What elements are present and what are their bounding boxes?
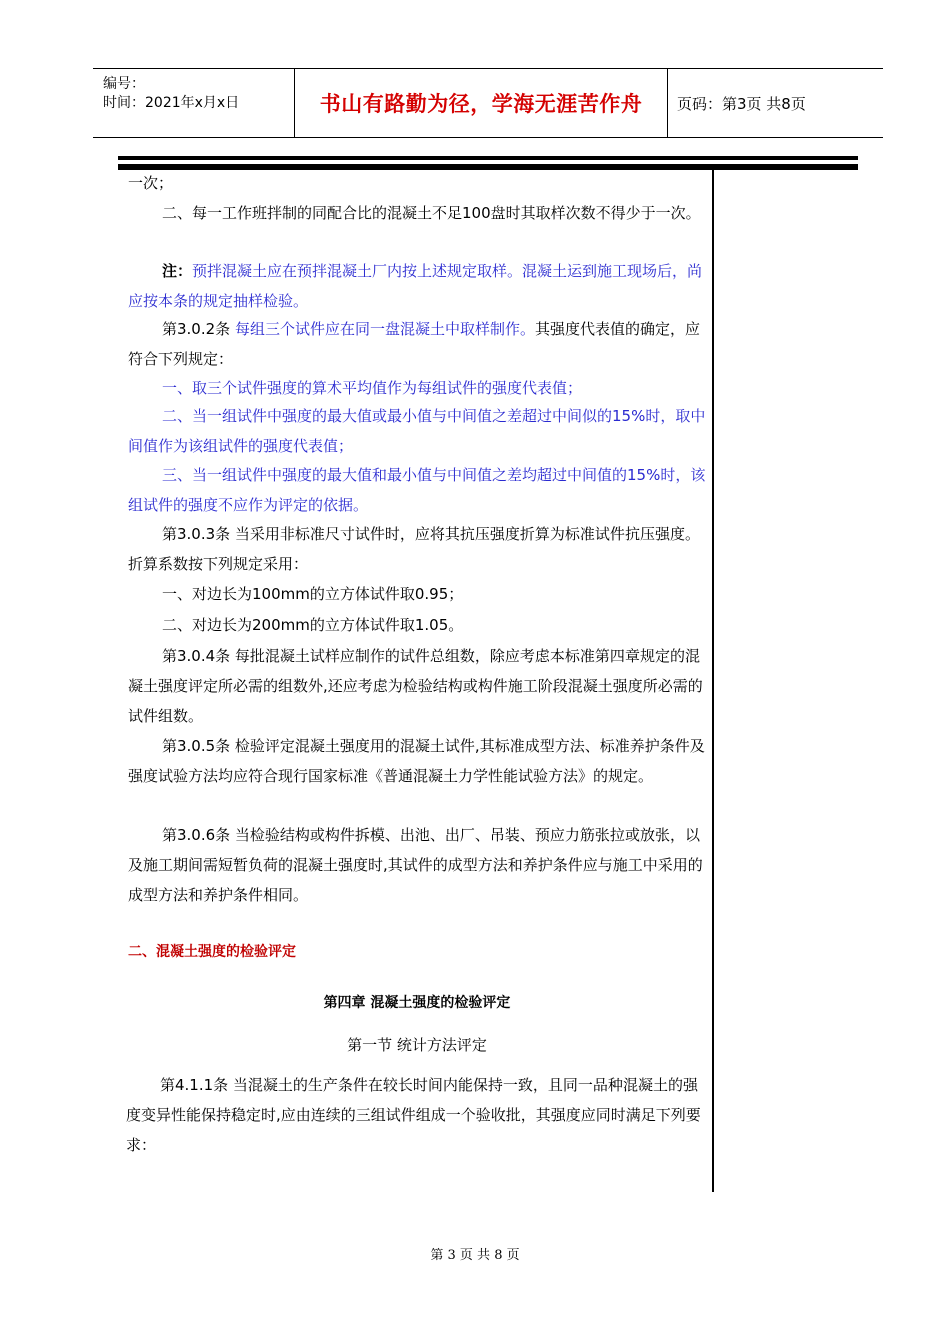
clause-text: 其强度代表值的确定，应符合下列规定： [128, 320, 700, 368]
list-item: 二、对边长为200mm的立方体试件取1.05。 [162, 616, 464, 634]
list-item: 二、当一组试件中强度的最大值或最小值与中间值之差超过中间似的15%时，取中间值作为该组试件的强度代表值； [128, 407, 706, 455]
clause-3-0-6: 第3.0.6条 当检验结构或构件拆模、出池、出厂、吊装、预应力筋张拉或放张，以及施工期间需短暂负荷的混凝土强度时,其试件的成型方法和养护条件应与施工中采用的成型方法和养护条件相同。 [128, 826, 703, 904]
note-prefix: 注： [162, 262, 193, 280]
number-label: 编号： [103, 76, 145, 92]
clause-3-0-4: 第3.0.4条 每批混凝土试样应制作的试件总组数，除应考虑本标准第四章规定的混凝土强度评定所必需的组数外,还应考虑为检验结构或构件施工阶段混凝土强度所必需的试件组数。 [128, 647, 703, 725]
section-heading: 二、混凝土强度的检验评定 [128, 944, 296, 960]
clause-number: 第3.0.2条 [162, 320, 235, 338]
clause-3-0-5: 第3.0.5条 检验评定混凝土强度用的混凝土试件,其标准成型方法、标准养护条件及强度试验方法均应符合现行国家标准《普通混凝土力学性能试验方法》的规定。 [128, 737, 705, 785]
list-item: 一、取三个试件强度的算术平均值作为每组试件的强度代表值； [162, 379, 583, 397]
header-divider [667, 69, 668, 137]
clause-3-0-3: 第3.0.3条 当采用非标准尺寸试件时，应将其抗压强度折算为标准试件抗压强度。折算系数按下列规定采用： [128, 525, 700, 573]
note-text: 预拌混凝土应在预拌混凝土厂内按上述规定取样。混凝土运到施工现场后，尚应按本条的规定抽样检验。 [128, 262, 703, 310]
header-meta [103, 75, 239, 113]
chapter-title: 第四章 混凝土强度的检验评定 [323, 995, 511, 1011]
right-margin-line [712, 170, 714, 1192]
note-paragraph [128, 256, 706, 316]
page-number-label: 页码：第3页 共8页 [677, 95, 806, 113]
clause-highlight: 每组三个试件应在同一盘混凝土中取样制作。 [234, 320, 535, 338]
section-title: 第一节 统计方法评定 [347, 1036, 487, 1054]
time-label: 时间：2021年x月x日 [103, 95, 240, 111]
clause-3-0-2 [128, 314, 706, 374]
list-item: 三、当一组试件中强度的最大值和最小值与中间值之差均超过中间值的15%时，该组试件的强度不应作为评定的依据。 [128, 466, 706, 514]
clause-4-1-1: 第4.1.1条 当混凝土的生产条件在较长时间内能保持一致，且同一品种混凝土的强度变异性能保持稳定时,应由连续的三组试件组成一个验收批，其强度应同时满足下列要求： [126, 1076, 701, 1154]
paragraph: 二、每一工作班拌制的同配合比的混凝土不足100盘时其取样次数不得少于一次。 [162, 204, 701, 222]
top-rule-thin [118, 156, 858, 160]
page-header [93, 68, 883, 138]
header-motto: 书山有路勤为径，学海无涯苦作舟 [319, 92, 643, 116]
page-footer: 第 3 页 共 8 页 [430, 1248, 520, 1263]
paragraph: 一次； [128, 174, 174, 192]
list-item: 一、对边长为100mm的立方体试件取0.95； [162, 585, 464, 603]
